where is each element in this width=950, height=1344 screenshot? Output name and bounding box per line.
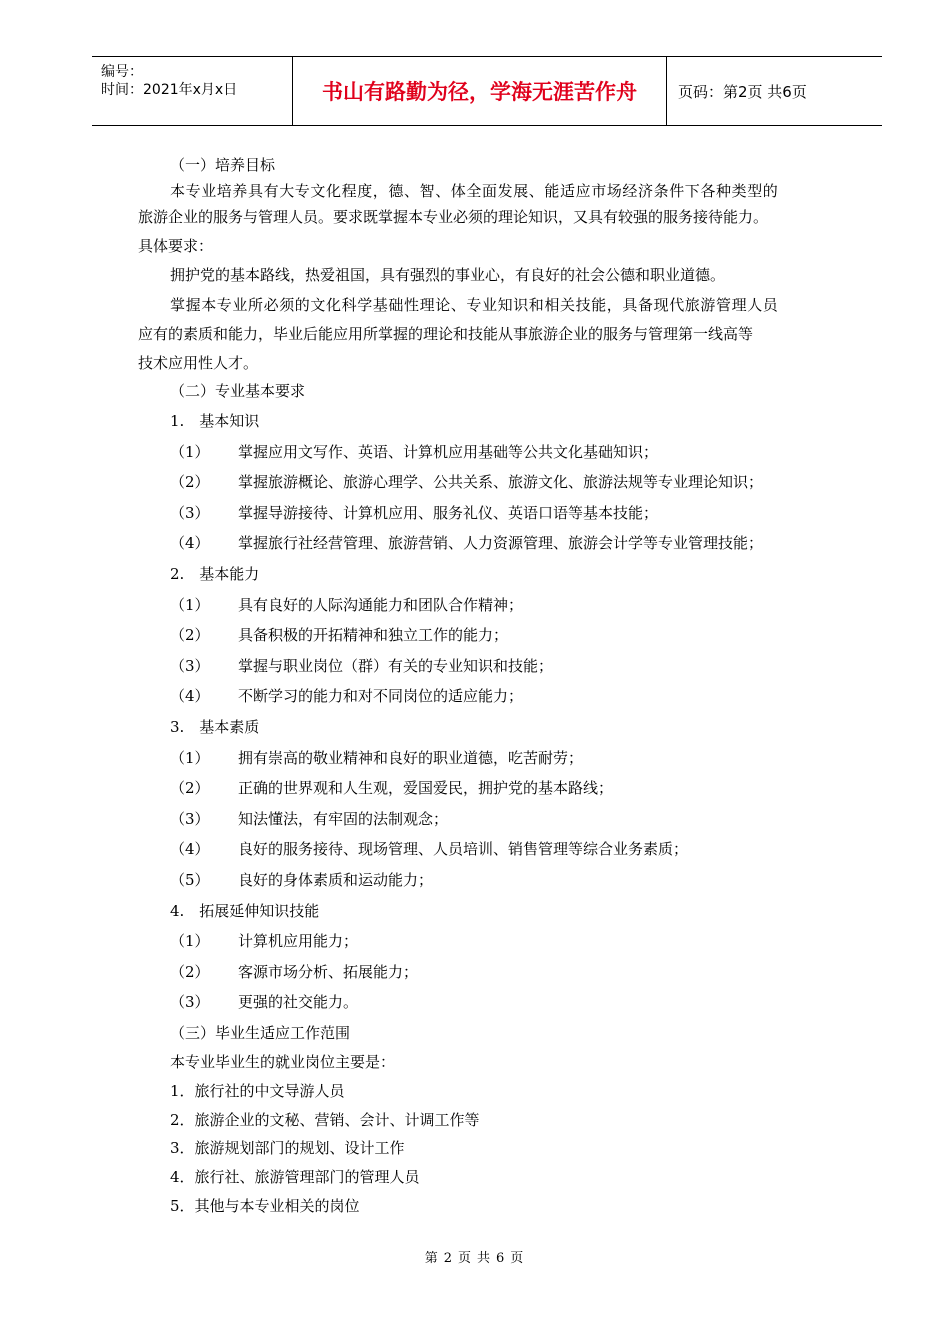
list-item: 掌握旅行社经营管理、旅游营销、人力资源管理、旅游会计学等专业管理技能； bbox=[238, 534, 764, 552]
list-item: 具有良好的人际沟通能力和团队合作精神； bbox=[238, 596, 524, 614]
list-item: 知法懂法，有牢固的法制观念； bbox=[238, 810, 449, 828]
header-page-info: 页码：第2页 共6页 bbox=[678, 82, 807, 101]
footer-ye: 页 bbox=[457, 1251, 473, 1266]
list-item: 更强的社交能力。 bbox=[238, 993, 359, 1011]
list-item: 掌握与职业岗位（群）有关的专业知识和技能； bbox=[238, 657, 554, 675]
item-number: （4） bbox=[170, 687, 210, 705]
footer-di: 第 bbox=[424, 1251, 440, 1266]
list-item: 掌握应用文写作、英语、计算机应用基础等公共文化基础知识； bbox=[238, 443, 659, 461]
list-item: 良好的身体素质和运动能力； bbox=[238, 871, 434, 889]
list-item: 不断学习的能力和对不同岗位的适应能力； bbox=[238, 687, 524, 705]
page-header bbox=[92, 56, 882, 126]
paragraph-line: 本专业毕业生的就业岗位主要是： bbox=[170, 1053, 396, 1071]
list-item: 客源市场分析、拓展能力； bbox=[238, 963, 419, 981]
section-heading-training-goal: （一）培养目标 bbox=[170, 156, 276, 174]
item-number: （2） bbox=[170, 779, 210, 797]
list-item: 计算机应用能力； bbox=[238, 932, 359, 950]
item-number: （2） bbox=[170, 963, 210, 981]
item-number: （3） bbox=[170, 993, 210, 1011]
item-number: （1） bbox=[170, 443, 210, 461]
list-item: 1．旅行社的中文导游人员 bbox=[170, 1082, 345, 1100]
item-number: （1） bbox=[170, 932, 210, 950]
item-number: （2） bbox=[170, 473, 210, 491]
group-title: 1. 基本知识 bbox=[170, 412, 260, 430]
list-item: 5．其他与本专业相关的岗位 bbox=[170, 1197, 360, 1215]
page-footer bbox=[0, 1247, 950, 1266]
list-item: 2．旅游企业的文秘、营销、会计、计调工作等 bbox=[170, 1111, 480, 1129]
item-number: （1） bbox=[170, 596, 210, 614]
paragraph-line: 本专业培养具有大专文化程度，德、智、体全面发展、能适应市场经济条件下各种类型的 bbox=[170, 182, 779, 200]
list-item: 拥有崇高的敬业精神和良好的职业道德，吃苦耐劳； bbox=[238, 749, 584, 767]
item-number: （2） bbox=[170, 626, 210, 644]
list-item: 具备积极的开拓精神和独立工作的能力； bbox=[238, 626, 509, 644]
paragraph-line: 旅游企业的服务与管理人员。要求既掌握本专业必须的理论知识，又具有较强的服务接待能力。 bbox=[138, 208, 769, 226]
footer-total-pages: 6 bbox=[496, 1251, 507, 1266]
header-number-label: 编号： bbox=[101, 64, 143, 80]
item-number: （3） bbox=[170, 504, 210, 522]
list-item: 正确的世界观和人生观，爱国爱民，拥护党的基本路线； bbox=[238, 779, 614, 797]
footer-ye2: 页 bbox=[510, 1251, 526, 1266]
header-motto: 书山有路勤为径，学海无涯苦作舟 bbox=[292, 57, 667, 125]
paragraph-line: 掌握本专业所必须的文化科学基础性理论、专业知识和相关技能，具备现代旅游管理人员 bbox=[170, 296, 779, 314]
item-number: （4） bbox=[170, 840, 210, 858]
item-number: （1） bbox=[170, 749, 210, 767]
item-number: （3） bbox=[170, 657, 210, 675]
list-item: 3．旅游规划部门的规划、设计工作 bbox=[170, 1139, 405, 1157]
paragraph-line: 拥护党的基本路线，热爱祖国，具有强烈的事业心，有良好的社会公德和职业道德。 bbox=[170, 266, 726, 284]
list-item: 4．旅行社、旅游管理部门的管理人员 bbox=[170, 1168, 420, 1186]
paragraph-line: 应有的素质和能力，毕业后能应用所掌握的理论和技能从事旅游企业的服务与管理第一线高等 bbox=[138, 325, 754, 343]
item-number: （5） bbox=[170, 871, 210, 889]
header-date: 时间：2021年x月x日 bbox=[101, 82, 238, 98]
header-meta bbox=[92, 57, 292, 125]
group-title: 2. 基本能力 bbox=[170, 565, 260, 583]
paragraph-line: 具体要求： bbox=[138, 237, 214, 255]
list-item: 掌握旅游概论、旅游心理学、公共关系、旅游文化、旅游法规等专业理论知识； bbox=[238, 473, 764, 491]
group-title: 4. 拓展延伸知识技能 bbox=[170, 902, 320, 920]
item-number: （3） bbox=[170, 810, 210, 828]
group-title: 3. 基本素质 bbox=[170, 718, 260, 736]
paragraph-line: 技术应用性人才。 bbox=[138, 354, 259, 372]
section-heading-requirements: （二）专业基本要求 bbox=[170, 382, 306, 400]
footer-gong: 共 bbox=[477, 1251, 493, 1266]
item-number: （4） bbox=[170, 534, 210, 552]
list-item: 良好的服务接待、现场管理、人员培训、销售管理等综合业务素质； bbox=[238, 840, 689, 858]
footer-page-number: 2 bbox=[443, 1251, 454, 1266]
list-item: 掌握导游接待、计算机应用、服务礼仪、英语口语等基本技能； bbox=[238, 504, 659, 522]
section-heading-job-scope: （三）毕业生适应工作范围 bbox=[170, 1024, 351, 1042]
